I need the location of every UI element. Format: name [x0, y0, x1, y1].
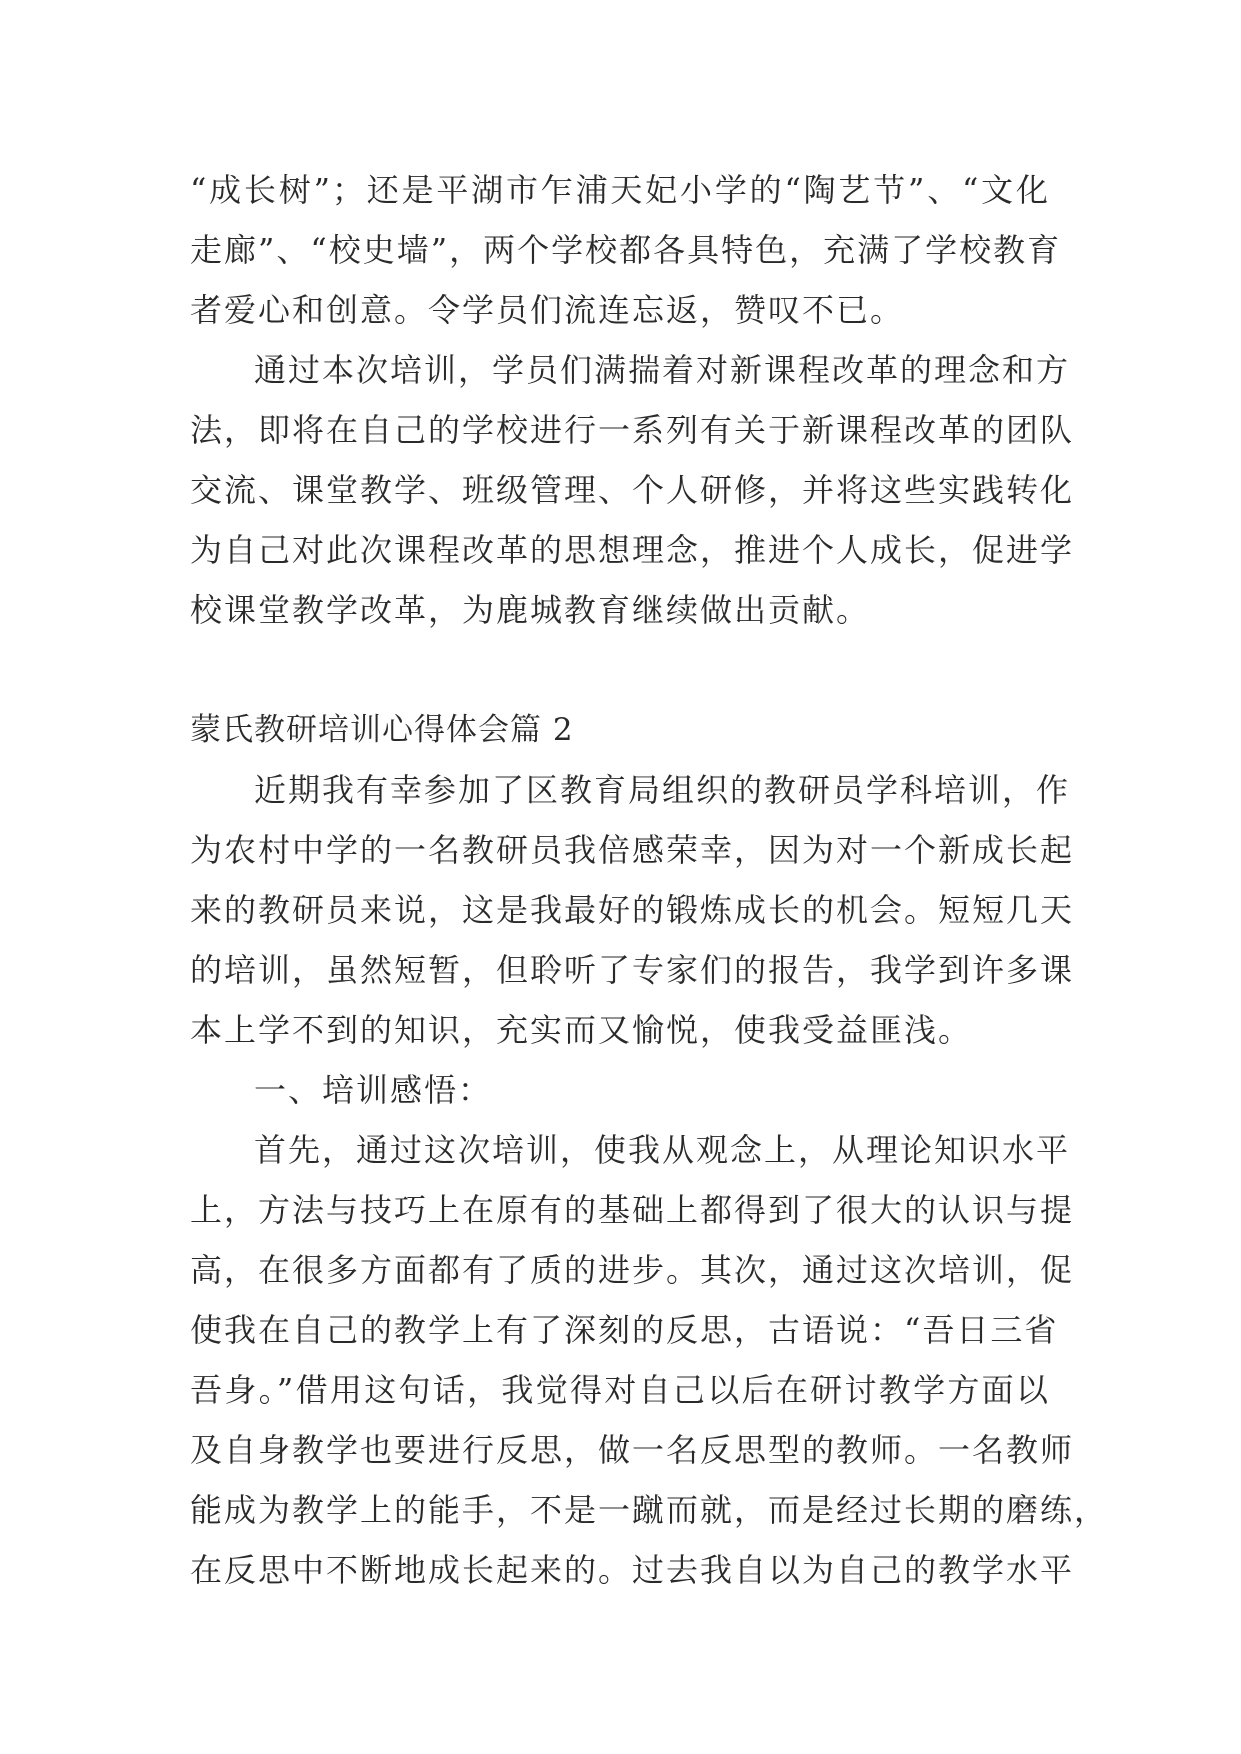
text-line: 使我在自己的教学上有了深刻的反思，古语说：“吾日三省	[190, 1311, 1059, 1349]
text-line: 通过本次培训，学员们满揣着对新课程改革的理念和方	[254, 351, 1071, 389]
text-line: 近期我有幸参加了区教育局组织的教研员学科培训，作	[254, 771, 1071, 809]
text-line: 及自身教学也要进行反思，做一名反思型的教师。一名教师	[190, 1431, 1075, 1469]
text-line: 本上学不到的知识，充实而又愉悦，使我受益匪浅。	[190, 1011, 973, 1049]
text-line: 者爱心和创意。令学员们流连忘返，赞叹不已。	[190, 291, 905, 329]
paragraph-reflection	[190, 1120, 1109, 1600]
text-line: “成长树”；还是平湖市乍浦天妃小学的“陶艺节”、“文化	[190, 171, 1050, 209]
text-line: 能成为教学上的能手，不是一蹴而就，而是经过长期的磨练，	[190, 1491, 1109, 1529]
text-line: 在反思中不断地成长起来的。过去我自以为自己的教学水平	[190, 1551, 1075, 1589]
text-line: 首先，通过这次培训，使我从观念上，从理论知识水平	[254, 1131, 1071, 1169]
text-line: 来的教研员来说，这是我最好的锻炼成长的机会。短短几天	[190, 891, 1075, 929]
paragraph-training-outcome	[190, 340, 1075, 640]
text-line: 高，在很多方面都有了质的进步。其次，通过这次培训，促	[190, 1251, 1075, 1289]
subheading-insights: 一、培训感悟：	[254, 1071, 493, 1109]
text-line: 校课堂教学改革，为鹿城教育继续做出贡献。	[190, 591, 871, 629]
paragraph-continued	[190, 160, 1062, 340]
document-page	[190, 160, 1109, 1600]
text-line: 为农村中学的一名教研员我倍感荣幸，因为对一个新成长起	[190, 831, 1075, 869]
section-spacer	[190, 640, 1050, 700]
text-line: 法，即将在自己的学校进行一系列有关于新课程改革的团队	[190, 411, 1075, 449]
text-line: 上，方法与技巧上在原有的基础上都得到了很大的认识与提	[190, 1191, 1075, 1229]
text-line: 吾身。”借用这句话，我觉得对自己以后在研讨教学方面以	[190, 1371, 1050, 1409]
text-line: 的培训，虽然短暂，但聆听了专家们的报告，我学到许多课	[190, 951, 1075, 989]
text-line: 为自己对此次课程改革的思想理念，推进个人成长，促进学	[190, 531, 1075, 569]
paragraph-intro	[190, 760, 1075, 1060]
section-title: 蒙氏教研培训心得体会篇 2	[190, 712, 574, 748]
text-line: 走廊”、“校史墙”，两个学校都各具特色，充满了学校教育	[190, 231, 1062, 269]
text-line: 交流、课堂教学、班级管理、个人研修，并将这些实践转化	[190, 471, 1075, 509]
